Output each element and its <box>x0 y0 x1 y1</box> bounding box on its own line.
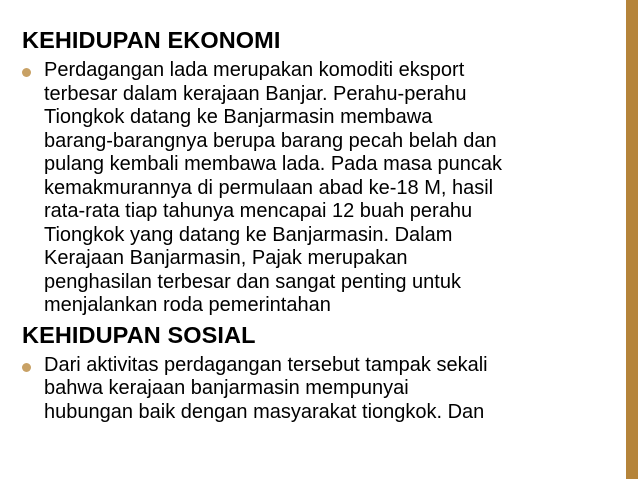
section-heading-sosial: KEHIDUPAN SOSIAL <box>22 321 256 348</box>
paragraph-line: terbesar dalam kerajaan Banjar. Perahu-perahu <box>44 82 467 105</box>
paragraph-line: Perdagangan lada merupakan komoditi eksport <box>44 59 465 81</box>
paragraph-line: Tiongkok datang ke Banjarmasin membawa <box>44 106 433 128</box>
paragraph-line: hubungan baik dengan masyarakat tiongkok. Dan <box>44 400 485 423</box>
paragraph-line: pulang kembali membawa lada. Pada masa puncak <box>44 153 503 175</box>
paragraph-line: rata-rata tiap tahunya mencapai 12 buah perahu <box>44 200 473 222</box>
accent-bar <box>626 0 638 479</box>
paragraph-line: Kerajaan Banjarmasin, Pajak merupakan <box>44 247 408 269</box>
paragraph-line: Tiongkok yang datang ke Banjarmasin. Dalam <box>44 223 453 246</box>
paragraph-line: menjalankan roda pemerintahan <box>44 294 331 316</box>
paragraph-line: penghasilan terbesar dan sangat penting untuk <box>44 270 461 293</box>
bullet-paragraph-ekonomi <box>22 59 612 318</box>
slide-content <box>22 26 612 424</box>
bullet-paragraph-sosial <box>22 354 612 425</box>
paragraph-line: Dari aktivitas perdagangan tersebut tampak sekali <box>44 353 488 376</box>
paragraph-line: bahwa kerajaan banjarmasin mempunyai <box>44 377 409 399</box>
bullet-dot-icon <box>22 363 31 372</box>
paragraph-line: barang-barangnya berupa barang pecah belah dan <box>44 129 497 152</box>
paragraph-line: kemakmurannya di permulaan abad ke-18 M, hasil <box>44 176 494 199</box>
section-heading-ekonomi: KEHIDUPAN EKONOMI <box>22 27 281 53</box>
bullet-dot-icon <box>22 68 31 77</box>
